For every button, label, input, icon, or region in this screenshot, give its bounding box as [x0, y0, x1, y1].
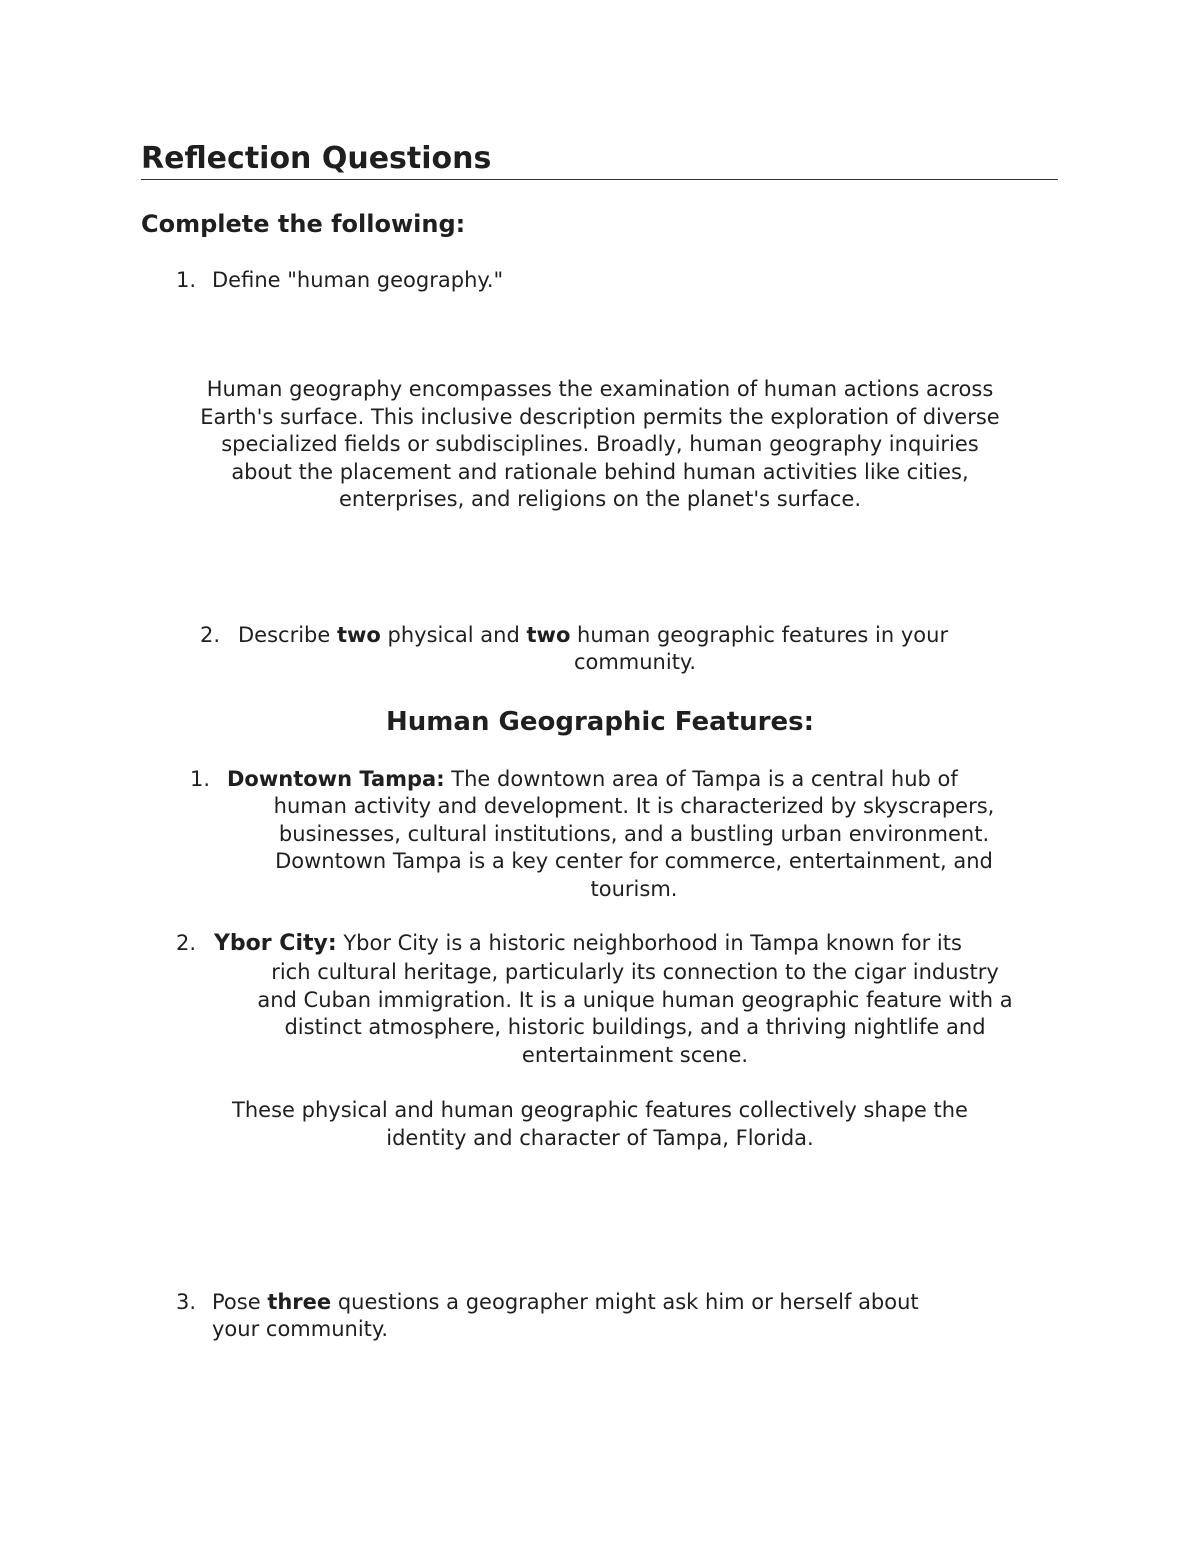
- feature-2-number: 2.: [176, 931, 197, 955]
- feature-2-name: Ybor City:: [214, 931, 337, 956]
- feature-1-line: businesses, cultural institutions, and a bustling urban environment.: [278, 821, 990, 846]
- question-3-text-a: Pose: [212, 1290, 268, 1314]
- instructions-heading: Complete the following:: [141, 210, 466, 238]
- question-3-text-b: questions a geographer might ask him or herself about: [331, 1290, 919, 1314]
- feature-2-line: entertainment scene.: [521, 1042, 749, 1067]
- feature-2-line: rich cultural heritage, particularly its connection to the cigar industry: [271, 960, 999, 984]
- question-2: [200, 622, 1080, 650]
- question-2-line-2: community.: [573, 650, 697, 674]
- summary-line: identity and character of Tampa, Florida.: [386, 1125, 814, 1150]
- question-2-number: 2.: [200, 623, 221, 647]
- feature-1-line: tourism.: [590, 876, 678, 901]
- feature-2-description: [185, 959, 1085, 1069]
- question-3-bold: three: [267, 1290, 332, 1314]
- feature-1-first-line: The downtown area of Tampa is a central hub of: [444, 767, 958, 791]
- feature-1-line: Downtown Tampa is a key center for commerce, entertainment, and: [275, 849, 993, 873]
- feature-1-line: human activity and development. It is characterized by skyscrapers,: [273, 794, 995, 818]
- question-2-bold-a: two: [336, 623, 381, 647]
- answer-1-line: Human geography encompasses the examination of human actions across: [206, 377, 994, 401]
- feature-2-line: distinct atmosphere, historic buildings, and a thriving nightlife and: [284, 1015, 986, 1039]
- summary-line: These physical and human geographic features collectively shape the: [232, 1098, 968, 1122]
- question-3-line-2: your community.: [212, 1317, 388, 1341]
- question-2-text-a: Describe: [238, 623, 337, 647]
- feature-1-name: Downtown Tampa:: [227, 767, 445, 791]
- question-1: [176, 267, 1026, 295]
- feature-1-description: [184, 793, 1084, 903]
- question-2-text-b: physical and: [380, 623, 527, 647]
- feature-1: [190, 766, 1090, 794]
- feature-2-first-line: Ybor City is a historic neighborhood in Tampa known for its: [336, 931, 962, 955]
- feature-2: [176, 930, 1076, 958]
- question-3: [176, 1289, 1076, 1317]
- feature-1-number: 1.: [190, 767, 211, 791]
- question-1-text: Define "human geography.": [212, 268, 504, 292]
- title-underline: [141, 179, 1058, 180]
- features-summary: [100, 1097, 1100, 1152]
- question-3-number: 3.: [176, 1290, 197, 1314]
- answer-1-line: specialized fields or subdisciplines. Broadly, human geography inquiries: [221, 432, 979, 456]
- human-features-heading: Human Geographic Features:: [386, 707, 814, 737]
- answer-1: [100, 376, 1100, 514]
- answer-1-line: about the placement and rationale behind human activities like cities,: [231, 459, 969, 484]
- question-1-number: 1.: [176, 268, 197, 292]
- question-2-text-c: human geographic features in your: [570, 623, 949, 647]
- feature-2-line: and Cuban immigration. It is a unique human geographic feature with a: [257, 987, 1013, 1012]
- page-title: Reflection Questions: [141, 141, 492, 176]
- answer-1-line: Earth's surface. This inclusive description permits the exploration of diverse: [200, 404, 1000, 429]
- answer-1-line: enterprises, and religions on the planet's surface.: [339, 487, 861, 511]
- question-2-bold-b: two: [526, 623, 571, 647]
